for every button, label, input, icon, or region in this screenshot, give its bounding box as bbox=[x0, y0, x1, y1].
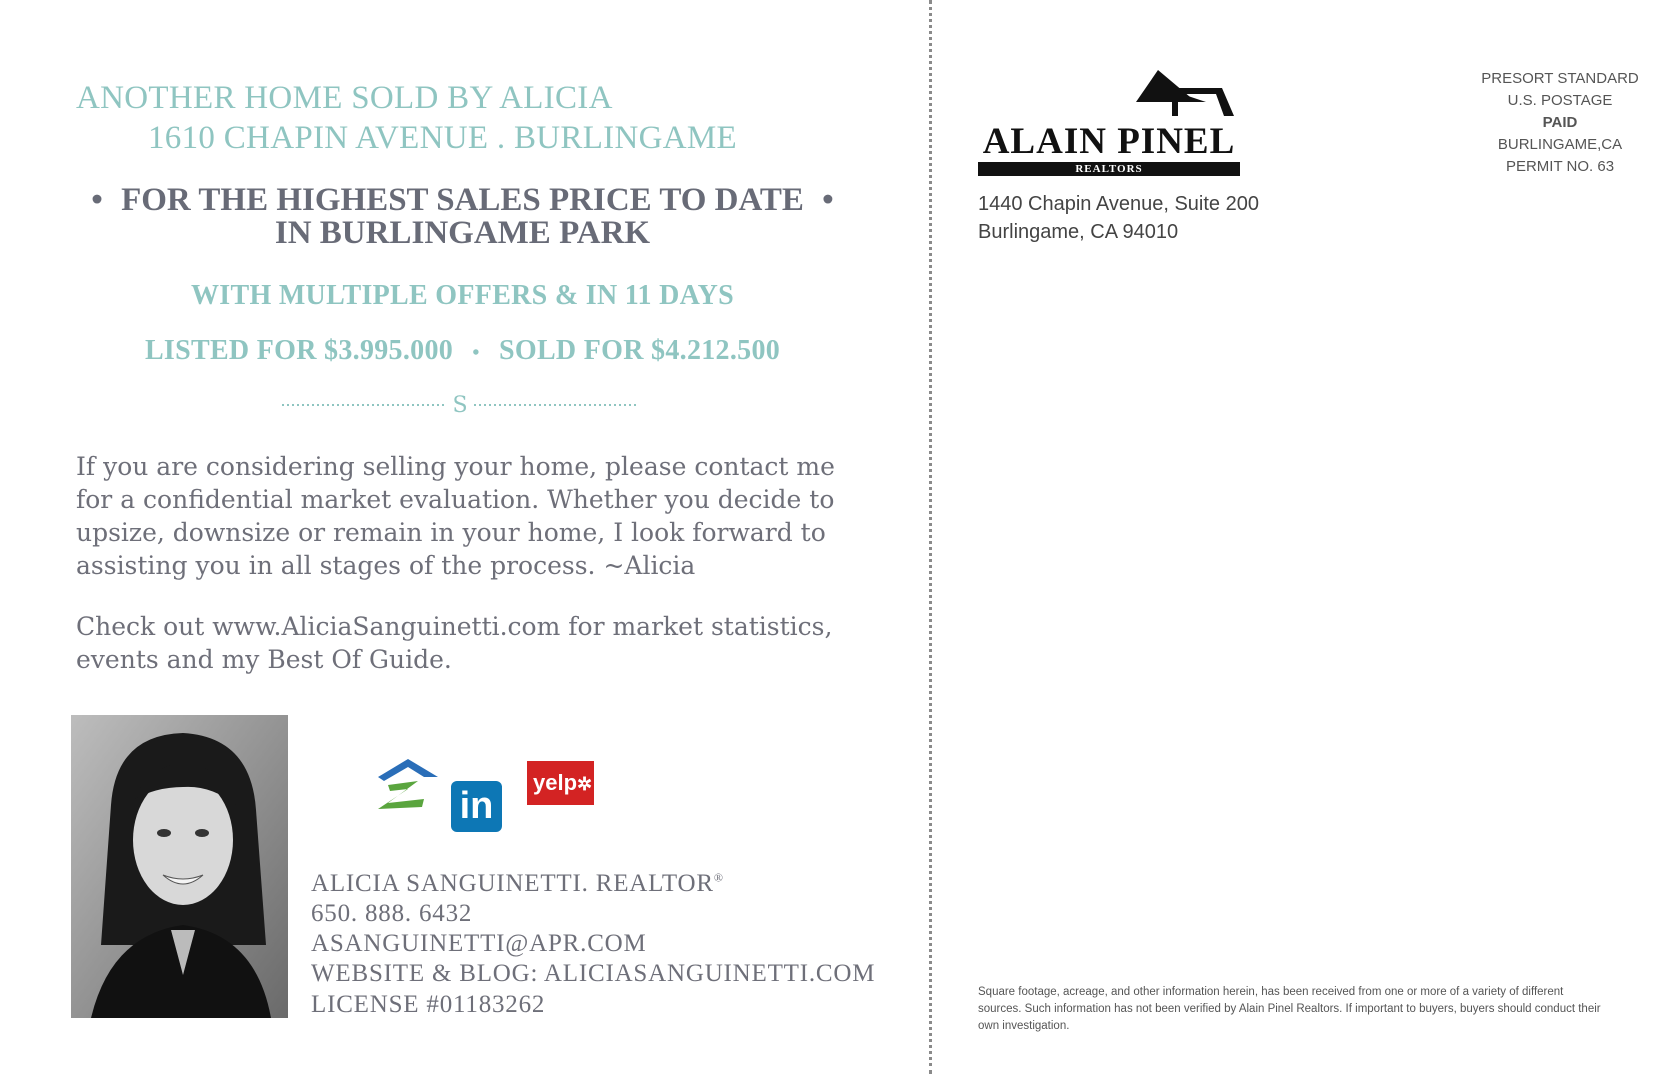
agent-license: LICENSE #01183262 bbox=[311, 991, 546, 1018]
body-paragraph-2: Check out www.AliciaSanguinetti.com for market statistics, events and my Best Of Guide. bbox=[76, 612, 833, 674]
postage-line2: U.S. POSTAGE bbox=[1507, 92, 1613, 109]
disclaimer-text: Square footage, acreage, and other information herein, has been received from one or more of a variety of different sources. Such information has not been verified by Alain Pinel Realtors. If important to buyers, buyers should conduct their own investigation. bbox=[978, 986, 1601, 1032]
logo-subtitle: REALTORS bbox=[978, 162, 1240, 176]
yelp-label: yelp bbox=[533, 770, 578, 795]
headline-address: 1610 CHAPIN AVENUE . BURLINGAME bbox=[148, 120, 737, 156]
price-line bbox=[70, 335, 855, 367]
brokerage-address-line2: Burlingame, CA 94010 bbox=[978, 221, 1179, 243]
price-separator: • bbox=[472, 342, 480, 364]
registered-mark: ® bbox=[713, 870, 724, 885]
highest-price-text: FOR THE HIGHEST SALES PRICE TO DATE bbox=[121, 182, 804, 218]
postage-paid: PAID bbox=[1542, 114, 1578, 131]
agent-name-text: ALICIA SANGUINETTI. REALTOR bbox=[311, 870, 714, 897]
agent-email[interactable]: ASANGUINETTI@APR.COM bbox=[311, 930, 647, 957]
ornamental-divider bbox=[280, 392, 640, 412]
postage-indicia bbox=[1470, 68, 1650, 178]
postcard-divider-line bbox=[929, 0, 932, 1074]
highest-price-line2: IN BURLINGAME PARK bbox=[274, 215, 651, 251]
postage-permit: PERMIT NO. 63 bbox=[1505, 158, 1615, 175]
linkedin-icon[interactable]: in bbox=[451, 781, 502, 832]
headline-line1: ANOTHER HOME SOLD BY ALICIA bbox=[76, 80, 613, 116]
divider-mark: S bbox=[452, 393, 468, 414]
brokerage-address-line1: 1440 Chapin Avenue, Suite 200 bbox=[978, 193, 1259, 215]
agent-name bbox=[311, 870, 724, 898]
agent-website[interactable]: WEBSITE & BLOG: ALICIASANGUINETTI.COM bbox=[311, 960, 876, 987]
body-paragraph-1: If you are considering selling your home, please contact me for a confidential market evaluation. Whether you decide to upsize, downsize or remain in your home, I look forward to assisting you in all stages of the process. ~Alicia bbox=[76, 452, 835, 580]
yelp-icon[interactable] bbox=[527, 761, 594, 805]
postage-line1: PRESORT STANDARD bbox=[1481, 70, 1639, 87]
bullet-left: • bbox=[91, 182, 103, 218]
agent-phone[interactable]: 650. 888. 6432 bbox=[311, 900, 473, 927]
bullet-right: • bbox=[822, 182, 834, 218]
agent-photo bbox=[71, 715, 288, 1018]
sold-price: SOLD FOR $4.212.500 bbox=[499, 335, 781, 366]
logo-wordmark: ALAIN PINEL bbox=[982, 121, 1236, 162]
offers-line: WITH MULTIPLE OFFERS & IN 11 DAYS bbox=[190, 280, 735, 311]
zillow-icon[interactable] bbox=[374, 755, 438, 811]
postage-line4: BURLINGAME,CA bbox=[1497, 136, 1623, 153]
alain-pinel-logo bbox=[978, 70, 1240, 178]
highest-price-line1 bbox=[70, 183, 855, 217]
listed-price: LISTED FOR $3.995.000 bbox=[144, 335, 454, 366]
yelp-burst-icon: ✲ bbox=[577, 774, 593, 794]
